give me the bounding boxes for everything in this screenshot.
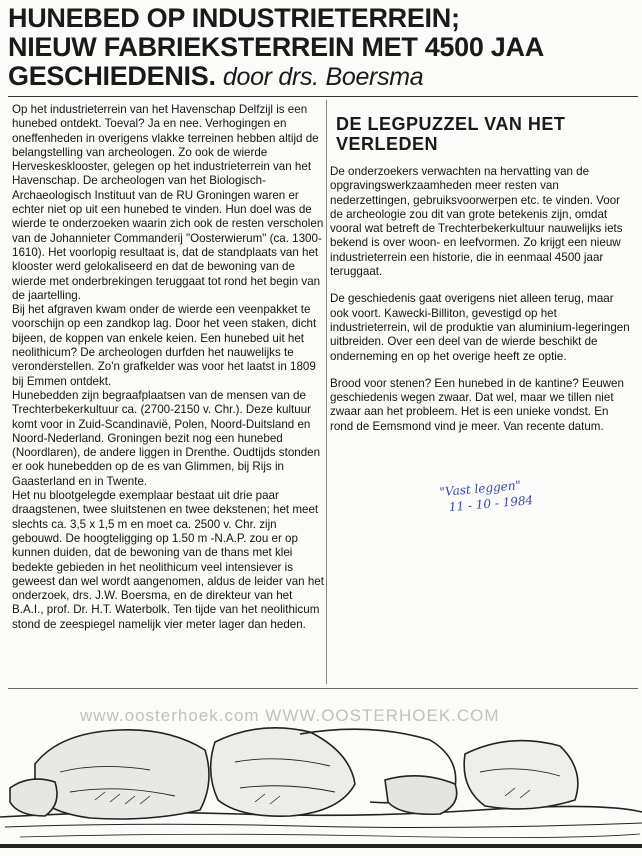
left-paragraph-4: Het nu blootgelegde exemplaar bestaat uit drie paar draagstenen, twee sluitstenen en twee dekstenen; het meet slechts ca. 3,5 x 1,5 m en moet ca. 2500 v. Chr. zijn gebouwd. De hoogteligging op 1.50 m -N.A.P. zou er op kunnen duiden, dat de bewoning van de thans met klei bedekte gebieden in het neolithicum veel intensiever is geweest dan wel wordt aangenomen, aldus de leider van het onderzoek, drs. J.W. Boersma, en de direkteur van het B.A.I., prof. Dr. H.T. Waterbolk. Ten tijde van het neolithicum stond de zeespiegel namelijk vier meter lager dan heden. (12, 489, 324, 631)
handwritten-note-line-2: 11 - 10 - 1984 (448, 493, 534, 515)
headline-line-3 (8, 62, 642, 92)
headline (8, 4, 642, 92)
left-paragraph-3: Hunebedden zijn begraafplaatsen van de mensen van de Trechterbekerkultuur ca. (2700-2150 v. Chr.). Deze kultuur komt voor in Zuid-Scandinavië, Polen, Noord-Duitsland en Noord-Nederland. Groningen bezit nog een hunebed (Noordlaren), de andere liggen in Drenthe. Oudtijds stonden er ook hunebedden op de es van Glimmen, bij Rijs in Gaasterland en in Twente. (12, 388, 321, 488)
left-paragraph-1: Op het industrieterrein van het Havenschap Delfzijl is een hunebed ontdekt. Toeval? Ja en nee. Verhogingen en oneffenheden in overigens vlakke terreinen hebben altijd de belangstelling van archeologen. Zo ook de wierde Herveskesklooster, gelegen op het industrieterrein van het Havenschap. De archeologen van het Biologisch-Archaeologisch Instituut van de RU Groningen waren er echter niet op uit een hunebed te vinden. Hun doel was de wierde te onderzoeken waarin zich ook de resten verscholen van de Johannieter Commanderij "Oosterwierum" (ca. 1300-1610). Het voorlopig resultaat is, dat de standplaats van het klooster werd gelokaliseerd en dat de bewoning van de wierde met onderbrekingen teruggaat tot rond het begin van de jaartelling. (12, 103, 324, 302)
headline-byline: door drs. Boersma (222, 63, 424, 91)
top-rule (8, 96, 638, 97)
handwritten-note (439, 472, 581, 516)
right-paragraph-3: Brood voor stenen? Een hunebed in de kantine? Eeuwen geschiedenis wegen zwaar. Dat wel, maar we tillen niet zwaar aan het probleem. Het is een unieke vondst. En rond de Eemsmond vind je meer. Van recente datum. (330, 376, 624, 433)
left-paragraph-2: Bij het afgraven kwam onder de wierde een veenpakket te voorschijn op een zandkop lag. Door het veen staken, dicht bijeen, de koppen van enkele keien. Een hunebed uit het neolithicum? De archeologen durfden het nauwelijks te veronderstellen. Zo'n grafkelder was voor het laatst in 1809 bij Emmen ontdekt. (12, 303, 317, 388)
column-divider (326, 100, 327, 684)
right-column (330, 165, 630, 434)
watermark: www.oosterhoek.com WWW.OOSTERHOEK.COM (80, 706, 500, 725)
bottom-text-rule (8, 688, 638, 689)
headline-line-2: NIEUW FABRIEKSTERREIN MET 4500 JAA (8, 32, 544, 62)
headline-line-3-main: GESCHIEDENIS. (8, 61, 216, 91)
left-column (12, 103, 324, 632)
right-paragraph-1: De onderzoekers verwachten na hervatting van de opgravingswerkzaamheden meer resten van nederzettingen, gebruiksvoorwerpen etc. te vinden. Voor de archeologie zou dit van grote betekenis zijn, omdat vooral wat betreft de Trechterbekerkultuur nauwelijks iets bekend is over woon- en leefvormen. Zo krijgt een nieuw industrieterrein een historie, die in eenmaal 4500 jaar teruggaat. (330, 165, 623, 279)
headline-line-1: HUNEBED OP INDUSTRIETERREIN; (8, 4, 460, 33)
handwritten-note-line-1: "Vast leggen" (438, 478, 522, 500)
right-column-title: DE LEGPUZZEL VAN HET VERLEDEN (336, 114, 566, 154)
right-paragraph-2: De geschiedenis gaat overigens niet alleen terug, maar ook voort. Kawecki-Billiton, gevestigd op het industrieterrein, wil de produktie van aluminium-legeringen uitbreiden. Over een deel van de wierde beschikt de onderneming en op het overige heeft ze optie. (330, 292, 630, 363)
